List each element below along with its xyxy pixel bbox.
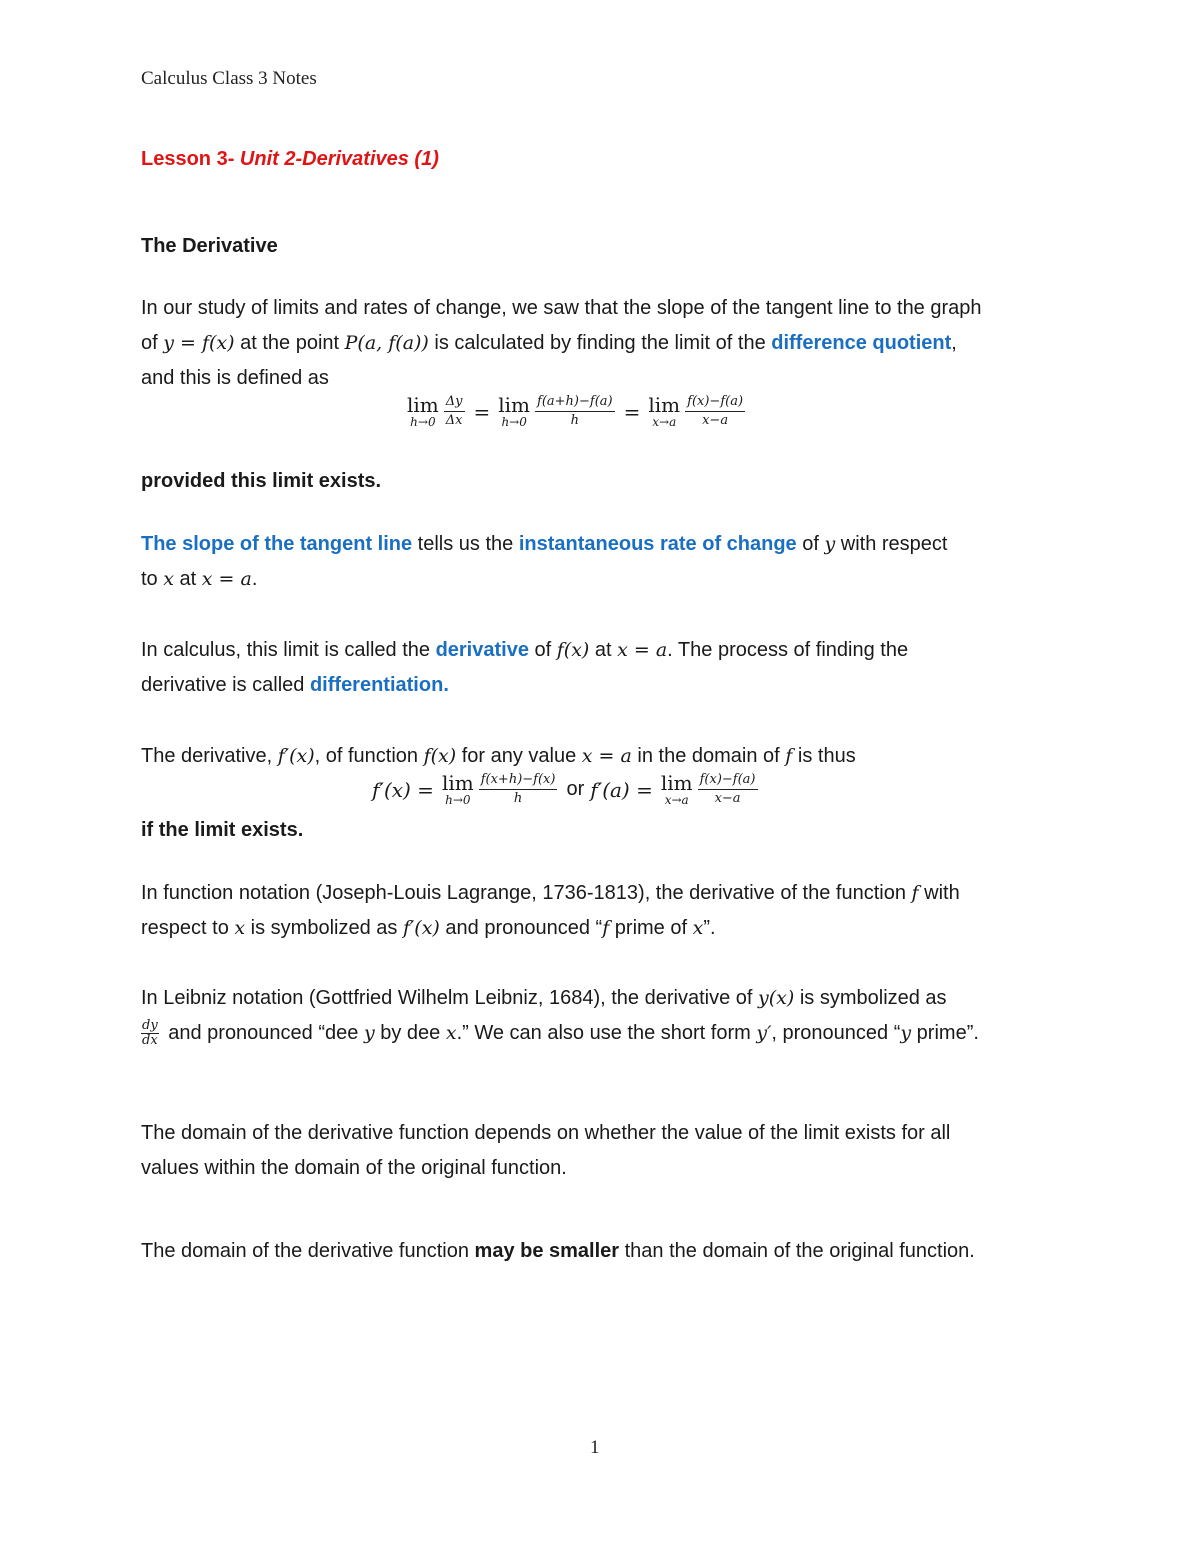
fraction <box>535 394 615 429</box>
para3-line2 <box>141 668 1081 703</box>
math: y′ <box>756 1022 772 1044</box>
math: y <box>824 533 836 555</box>
text: with respect <box>835 533 948 555</box>
if-limit-exists: if the limit exists. <box>141 819 304 841</box>
limit <box>407 392 439 429</box>
math: f <box>785 745 793 767</box>
lesson-unit: Unit 2-Derivatives (1) <box>239 148 439 170</box>
text: tells us the <box>412 533 519 555</box>
text: is calculated by finding the limit of the <box>428 332 772 354</box>
text: is symbolized as <box>794 987 947 1009</box>
text: In function notation (Joseph-Louis Lagrange, 1736-1813), the derivative of the function <box>141 882 912 904</box>
math: x = a <box>201 568 252 590</box>
para3-line1 <box>141 633 1081 668</box>
text: of <box>528 639 557 661</box>
text: at <box>173 568 202 590</box>
text: to <box>141 568 164 590</box>
lesson-title <box>141 142 1081 177</box>
lim-word: lim <box>660 770 693 795</box>
page-header: Calculus Class 3 Notes <box>141 68 317 89</box>
term-instantaneous-rate: instantaneous rate of change <box>518 533 797 555</box>
term-differentiation: differentiation <box>309 674 444 696</box>
text: . The process of finding the <box>667 639 909 661</box>
fraction <box>479 772 558 807</box>
denominator: x−a <box>714 791 741 806</box>
lim-sub: x→a <box>652 414 677 429</box>
lim-word: lim <box>648 392 681 417</box>
text: than the domain of the original function. <box>619 1240 975 1262</box>
page-number: 1 <box>590 1437 600 1458</box>
denominator: h <box>570 413 579 428</box>
leibniz-fraction <box>141 1019 159 1048</box>
math: f <box>602 917 610 939</box>
text: by dee <box>374 1022 446 1044</box>
lim-word: lim <box>498 392 531 417</box>
numerator: dy <box>142 1018 158 1034</box>
numerator: f(x+h)−f(x) <box>479 772 558 790</box>
text: . <box>251 568 258 590</box>
math: y <box>363 1022 375 1044</box>
bold-phrase: may be smaller <box>474 1240 620 1262</box>
para1-line1: In our study of limits and rates of change, we saw that the slope of the tangent line to the graph <box>141 297 982 319</box>
lesson-prefix: Lesson 3- <box>141 148 240 170</box>
para8-line1 <box>141 1234 1081 1269</box>
text: and pronounced “dee <box>162 1022 364 1044</box>
text: .” We can also use the short form <box>456 1022 757 1044</box>
fraction <box>685 394 745 429</box>
limit <box>498 392 531 429</box>
para1-line3: and this is defined as <box>141 367 329 389</box>
text: In calculus, this limit is called the <box>141 639 436 661</box>
text: prime of <box>609 917 693 939</box>
text: in the domain of <box>631 745 786 767</box>
math: f′(x) <box>277 745 315 767</box>
para1-line2 <box>141 326 1081 361</box>
para4-line1 <box>141 739 1081 774</box>
or-word: or <box>566 778 585 800</box>
lhs: f′(x) = <box>372 777 434 802</box>
text: The domain of the derivative function <box>141 1240 475 1262</box>
para6-line2 <box>141 1016 1081 1051</box>
text: with <box>918 882 960 904</box>
text: . <box>443 674 449 696</box>
text: and pronounced “ <box>439 917 603 939</box>
para5-line2 <box>141 911 1081 946</box>
lim-sub: h→0 <box>501 414 527 429</box>
text: In Leibniz notation (Gottfried Wilhelm Leibniz, 1684), the derivative of <box>141 987 758 1009</box>
para2-line1 <box>141 527 1081 562</box>
equals: = <box>623 399 641 424</box>
math: f(x) <box>423 745 457 767</box>
limit <box>648 392 681 429</box>
text: at <box>589 639 618 661</box>
text: , pronounced “ <box>771 1022 901 1044</box>
text: at the point <box>234 332 345 354</box>
limit <box>441 770 474 807</box>
numerator: Δy <box>444 394 465 412</box>
text: ”. <box>703 917 716 939</box>
provided-text: provided this limit exists. <box>141 470 382 492</box>
math: x <box>234 917 246 939</box>
section-title: The Derivative <box>141 235 278 257</box>
lim-sub: h→0 <box>445 792 471 807</box>
term-slope-tangent: The slope of the tangent line <box>141 533 413 555</box>
difference-quotient-equation <box>405 394 748 429</box>
lim-sub: h→0 <box>410 414 436 429</box>
math: x = a <box>581 745 632 767</box>
para2-line2 <box>141 562 1081 597</box>
denominator: x−a <box>702 413 729 428</box>
lim-word: lim <box>407 392 439 417</box>
limit <box>660 770 693 807</box>
lim-word: lim <box>441 770 474 795</box>
para7-line1: The domain of the derivative function depends on whether the value of the limit exists for all <box>141 1122 951 1144</box>
math: f(x) <box>556 639 590 661</box>
term-derivative: derivative <box>435 639 529 661</box>
text: is thus <box>792 745 856 767</box>
text: , <box>951 332 957 354</box>
denominator: Δx <box>445 413 463 428</box>
fraction <box>444 394 465 429</box>
denominator: dx <box>142 1033 158 1049</box>
text: The derivative, <box>141 745 278 767</box>
math: y = f(x) <box>163 332 235 354</box>
fraction <box>698 772 758 807</box>
lhs: f′(a) = <box>590 777 653 802</box>
text: is symbolized as <box>245 917 403 939</box>
text: of <box>141 332 164 354</box>
math: y(x) <box>758 987 795 1009</box>
math: x <box>692 917 704 939</box>
numerator: f(x)−f(a) <box>685 394 745 412</box>
para7-line2: values within the domain of the original function. <box>141 1157 567 1179</box>
text: of <box>796 533 825 555</box>
math: f′(x) <box>402 917 440 939</box>
derivative-definition-equation <box>372 772 761 807</box>
text: derivative is called <box>141 674 310 696</box>
text: respect to <box>141 917 235 939</box>
math: x = a <box>617 639 668 661</box>
equals: = <box>473 399 491 424</box>
math: x <box>163 568 174 590</box>
math: f <box>911 882 919 904</box>
text: for any value <box>456 745 582 767</box>
term-difference-quotient: difference quotient <box>771 332 952 354</box>
numerator: f(a+h)−f(a) <box>535 394 615 412</box>
math: y <box>900 1022 912 1044</box>
math: x <box>445 1022 457 1044</box>
numerator: f(x)−f(a) <box>698 772 758 790</box>
math: P(a, f(a)) <box>344 332 429 354</box>
text: prime”. <box>911 1022 979 1044</box>
para5-line1 <box>141 876 1081 911</box>
text: , of function <box>314 745 424 767</box>
para6-line1 <box>141 981 1081 1016</box>
lim-sub: x→a <box>664 792 689 807</box>
denominator: h <box>513 791 523 806</box>
